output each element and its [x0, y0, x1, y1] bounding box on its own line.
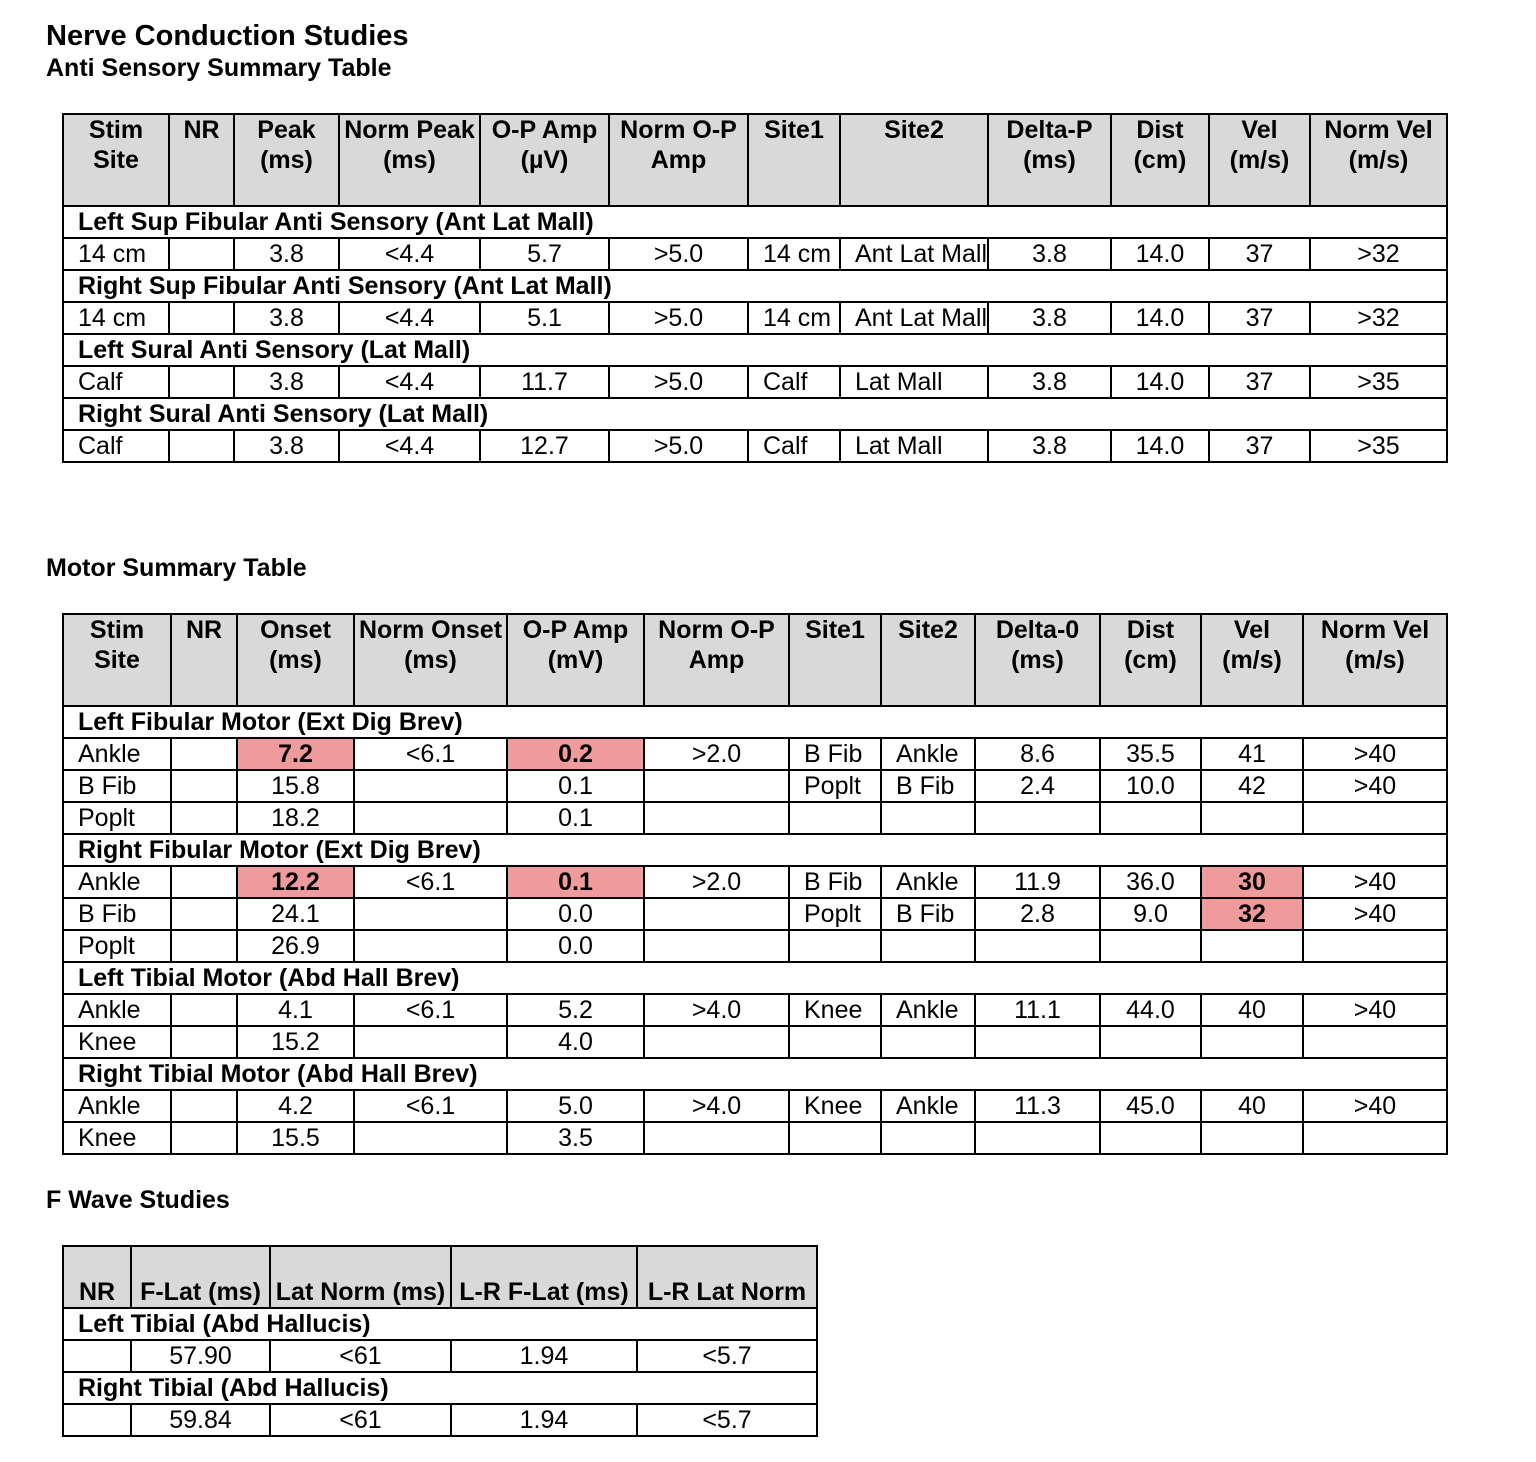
table-cell	[169, 430, 234, 462]
table-cell: 4.0	[507, 1026, 644, 1058]
table-cell: Ant Lat Mall	[840, 302, 988, 334]
table-cell: 4.2	[237, 1090, 354, 1122]
table-cell: >35	[1310, 366, 1447, 398]
table-cell: Knee	[63, 1026, 171, 1058]
table-cell: 3.8	[988, 302, 1111, 334]
table-cell	[171, 1090, 237, 1122]
table-cell: <6.1	[354, 1090, 507, 1122]
table-cell: >2.0	[644, 866, 789, 898]
table-cell: Poplt	[63, 802, 171, 834]
table-cell	[1201, 1026, 1303, 1058]
table-cell: 30	[1201, 866, 1303, 898]
sensory-header-cell: Norm Peak (ms)	[339, 114, 480, 206]
table-cell: 3.8	[988, 430, 1111, 462]
table-cell	[171, 738, 237, 770]
table-cell	[171, 866, 237, 898]
table-cell	[171, 994, 237, 1026]
fwave-studies-table	[62, 1245, 818, 1437]
table-cell: <61	[270, 1404, 451, 1436]
sensory-table-title: Anti Sensory Summary Table	[46, 54, 392, 82]
table-cell: 9.0	[1100, 898, 1201, 930]
table-cell: 32	[1201, 898, 1303, 930]
table-cell: 10.0	[1100, 770, 1201, 802]
table-cell: Knee	[789, 1090, 881, 1122]
table-cell: >5.0	[609, 366, 748, 398]
table-cell: Ant Lat Mall	[840, 238, 988, 270]
table-cell	[789, 802, 881, 834]
table-cell: 37	[1209, 302, 1310, 334]
table-row	[63, 930, 1447, 962]
table-cell: B Fib	[881, 898, 975, 930]
table-cell	[1100, 802, 1201, 834]
table-cell: 5.1	[480, 302, 609, 334]
group-heading: Left Sural Anti Sensory (Lat Mall)	[63, 334, 1447, 366]
sensory-header-cell: Site1	[748, 114, 840, 206]
fwave-header-row	[63, 1246, 817, 1308]
motor-header-cell: Dist (cm)	[1100, 614, 1201, 706]
table-cell: <6.1	[354, 994, 507, 1026]
table-cell: 0.0	[507, 930, 644, 962]
table-cell	[881, 802, 975, 834]
table-cell: 57.90	[131, 1340, 270, 1372]
table-cell	[975, 930, 1100, 962]
motor-header-row	[63, 614, 1447, 706]
motor-header-cell: Delta-0 (ms)	[975, 614, 1100, 706]
table-cell: 12.2	[237, 866, 354, 898]
motor-header-cell: Norm Onset (ms)	[354, 614, 507, 706]
fwave-header-cell: NR	[63, 1246, 131, 1308]
table-cell: >40	[1303, 866, 1447, 898]
table-cell	[644, 930, 789, 962]
fwave-header-cell: F-Lat (ms)	[131, 1246, 270, 1308]
table-cell: 14.0	[1111, 302, 1209, 334]
table-cell: >40	[1303, 770, 1447, 802]
table-row	[63, 366, 1447, 398]
group-heading: Left Fibular Motor (Ext Dig Brev)	[63, 706, 1447, 738]
table-cell: 3.5	[507, 1122, 644, 1154]
table-cell	[1100, 1122, 1201, 1154]
table-cell: 15.2	[237, 1026, 354, 1058]
motor-header-cell: Norm O-P Amp	[644, 614, 789, 706]
table-cell	[881, 930, 975, 962]
table-cell: 0.1	[507, 770, 644, 802]
table-row	[63, 738, 1447, 770]
table-cell: 1.94	[451, 1340, 637, 1372]
table-cell: 14.0	[1111, 238, 1209, 270]
table-cell: >40	[1303, 994, 1447, 1026]
table-cell: Calf	[748, 430, 840, 462]
table-cell: Knee	[789, 994, 881, 1026]
table-cell: B Fib	[789, 866, 881, 898]
table-cell: <5.7	[637, 1340, 817, 1372]
motor-table-title: Motor Summary Table	[46, 554, 307, 582]
fwave-header-cell: L-R F-Lat (ms)	[451, 1246, 637, 1308]
motor-header-cell: Site2	[881, 614, 975, 706]
table-cell: >5.0	[609, 302, 748, 334]
table-cell	[171, 802, 237, 834]
table-cell	[644, 770, 789, 802]
table-row	[63, 994, 1447, 1026]
table-cell: <61	[270, 1340, 451, 1372]
table-cell: B Fib	[789, 738, 881, 770]
table-cell	[354, 1122, 507, 1154]
table-cell	[1100, 1026, 1201, 1058]
table-row	[63, 1340, 817, 1372]
sensory-header-cell: Vel (m/s)	[1209, 114, 1310, 206]
table-row	[63, 430, 1447, 462]
table-cell	[171, 1122, 237, 1154]
table-cell: 14.0	[1111, 430, 1209, 462]
table-cell: 59.84	[131, 1404, 270, 1436]
table-cell: 0.0	[507, 898, 644, 930]
sensory-group-row	[63, 206, 1447, 238]
table-cell: >32	[1310, 238, 1447, 270]
table-cell: B Fib	[881, 770, 975, 802]
table-row	[63, 802, 1447, 834]
fwave-header-cell: Lat Norm (ms)	[270, 1246, 451, 1308]
table-cell	[63, 1340, 131, 1372]
table-cell: >35	[1310, 430, 1447, 462]
table-cell: Calf	[63, 366, 169, 398]
table-cell	[171, 1026, 237, 1058]
group-heading: Left Sup Fibular Anti Sensory (Ant Lat Mall)	[63, 206, 1447, 238]
table-cell	[789, 1122, 881, 1154]
sensory-header-cell: Site2	[840, 114, 988, 206]
table-cell: <5.7	[637, 1404, 817, 1436]
table-cell	[1303, 930, 1447, 962]
table-cell: 15.8	[237, 770, 354, 802]
table-cell	[1201, 1122, 1303, 1154]
sensory-header-cell: NR	[169, 114, 234, 206]
table-cell: 5.7	[480, 238, 609, 270]
table-cell	[169, 302, 234, 334]
table-cell: <4.4	[339, 366, 480, 398]
sensory-header-cell: Norm O-P Amp	[609, 114, 748, 206]
table-cell: 3.8	[234, 238, 339, 270]
table-cell: <4.4	[339, 430, 480, 462]
table-cell: 45.0	[1100, 1090, 1201, 1122]
table-cell: Knee	[63, 1122, 171, 1154]
table-cell: 11.3	[975, 1090, 1100, 1122]
table-cell: 11.9	[975, 866, 1100, 898]
table-cell	[789, 1026, 881, 1058]
table-cell: >40	[1303, 738, 1447, 770]
table-cell: 14 cm	[748, 238, 840, 270]
sensory-header-cell: Peak (ms)	[234, 114, 339, 206]
table-cell: 3.8	[988, 366, 1111, 398]
table-cell	[354, 1026, 507, 1058]
table-cell: Ankle	[881, 738, 975, 770]
table-cell: 5.0	[507, 1090, 644, 1122]
motor-header-cell: Norm Vel (m/s)	[1303, 614, 1447, 706]
table-cell	[789, 930, 881, 962]
table-cell: 37	[1209, 430, 1310, 462]
table-cell: 40	[1201, 1090, 1303, 1122]
table-cell: >5.0	[609, 238, 748, 270]
sensory-header-cell: Norm Vel (m/s)	[1310, 114, 1447, 206]
table-cell: >4.0	[644, 1090, 789, 1122]
table-cell	[975, 1122, 1100, 1154]
motor-header-cell: Site1	[789, 614, 881, 706]
table-cell: 12.7	[480, 430, 609, 462]
table-cell	[354, 802, 507, 834]
table-cell	[169, 366, 234, 398]
table-cell: Ankle	[881, 866, 975, 898]
table-cell: 11.1	[975, 994, 1100, 1026]
table-row	[63, 1122, 1447, 1154]
table-cell	[1100, 930, 1201, 962]
motor-group-row	[63, 1058, 1447, 1090]
table-cell	[975, 1026, 1100, 1058]
group-heading: Right Sup Fibular Anti Sensory (Ant Lat Mall)	[63, 270, 1447, 302]
fwave-header-cell: L-R Lat Norm	[637, 1246, 817, 1308]
table-cell: 3.8	[234, 302, 339, 334]
table-cell	[1303, 802, 1447, 834]
table-cell: Ankle	[63, 1090, 171, 1122]
table-cell: 36.0	[1100, 866, 1201, 898]
table-cell	[881, 1122, 975, 1154]
table-cell: 1.94	[451, 1404, 637, 1436]
group-heading: Left Tibial (Abd Hallucis)	[63, 1308, 817, 1340]
table-cell: Poplt	[63, 930, 171, 962]
table-row	[63, 302, 1447, 334]
table-row	[63, 1026, 1447, 1058]
motor-body	[63, 706, 1447, 1154]
fwave-body	[63, 1308, 817, 1436]
table-cell	[171, 770, 237, 802]
sensory-group-row	[63, 398, 1447, 430]
table-row	[63, 866, 1447, 898]
fwave-group-row	[63, 1372, 817, 1404]
table-cell: 42	[1201, 770, 1303, 802]
table-cell: 40	[1201, 994, 1303, 1026]
group-heading: Right Tibial (Abd Hallucis)	[63, 1372, 817, 1404]
table-cell: 0.1	[507, 866, 644, 898]
table-row	[63, 1090, 1447, 1122]
table-cell: Lat Mall	[840, 430, 988, 462]
table-cell	[354, 898, 507, 930]
table-cell: <4.4	[339, 238, 480, 270]
motor-group-row	[63, 706, 1447, 738]
motor-header-cell: Stim Site	[63, 614, 171, 706]
table-row	[63, 898, 1447, 930]
motor-header-cell: O-P Amp (mV)	[507, 614, 644, 706]
table-cell: Poplt	[789, 770, 881, 802]
table-cell: 4.1	[237, 994, 354, 1026]
table-cell: 24.1	[237, 898, 354, 930]
sensory-header-row	[63, 114, 1447, 206]
table-cell: >32	[1310, 302, 1447, 334]
table-cell: 11.7	[480, 366, 609, 398]
table-cell: >40	[1303, 898, 1447, 930]
fwave-table-title: F Wave Studies	[46, 1186, 230, 1214]
sensory-summary-table	[62, 113, 1448, 463]
sensory-body	[63, 206, 1447, 462]
table-cell	[171, 898, 237, 930]
table-cell: 8.6	[975, 738, 1100, 770]
table-cell	[171, 930, 237, 962]
table-cell: Ankle	[63, 994, 171, 1026]
table-cell: <4.4	[339, 302, 480, 334]
table-cell: 41	[1201, 738, 1303, 770]
table-cell: 7.2	[237, 738, 354, 770]
group-heading: Right Sural Anti Sensory (Lat Mall)	[63, 398, 1447, 430]
sensory-header-cell: Dist (cm)	[1111, 114, 1209, 206]
table-cell: B Fib	[63, 770, 171, 802]
table-cell: 2.8	[975, 898, 1100, 930]
table-row	[63, 770, 1447, 802]
table-cell: 26.9	[237, 930, 354, 962]
sensory-group-row	[63, 334, 1447, 366]
fwave-group-row	[63, 1308, 817, 1340]
table-cell: Lat Mall	[840, 366, 988, 398]
table-cell: 0.2	[507, 738, 644, 770]
table-cell: >40	[1303, 1090, 1447, 1122]
table-row	[63, 238, 1447, 270]
group-heading: Right Fibular Motor (Ext Dig Brev)	[63, 834, 1447, 866]
table-cell: 37	[1209, 366, 1310, 398]
table-cell: 14 cm	[63, 238, 169, 270]
table-cell: 2.4	[975, 770, 1100, 802]
table-cell	[644, 1122, 789, 1154]
document-title: Nerve Conduction Studies	[46, 20, 409, 52]
table-row	[63, 1404, 817, 1436]
table-cell	[975, 802, 1100, 834]
motor-header-cell: Onset (ms)	[237, 614, 354, 706]
table-cell: Ankle	[881, 994, 975, 1026]
table-cell	[169, 238, 234, 270]
table-cell: 5.2	[507, 994, 644, 1026]
table-cell	[1201, 930, 1303, 962]
motor-group-row	[63, 962, 1447, 994]
motor-summary-table	[62, 613, 1448, 1155]
table-cell: B Fib	[63, 898, 171, 930]
table-cell	[1303, 1122, 1447, 1154]
motor-header-cell: NR	[171, 614, 237, 706]
table-cell: 14 cm	[63, 302, 169, 334]
table-cell	[644, 802, 789, 834]
table-cell: >5.0	[609, 430, 748, 462]
table-cell	[644, 898, 789, 930]
table-cell: Calf	[63, 430, 169, 462]
table-cell: 3.8	[234, 430, 339, 462]
motor-header-cell: Vel (m/s)	[1201, 614, 1303, 706]
table-cell: 15.5	[237, 1122, 354, 1154]
table-cell: 3.8	[234, 366, 339, 398]
table-cell: Poplt	[789, 898, 881, 930]
table-cell: 3.8	[988, 238, 1111, 270]
table-cell: >4.0	[644, 994, 789, 1026]
table-cell	[63, 1404, 131, 1436]
table-cell: 18.2	[237, 802, 354, 834]
table-cell	[1201, 802, 1303, 834]
table-cell	[354, 770, 507, 802]
table-cell: Calf	[748, 366, 840, 398]
group-heading: Left Tibial Motor (Abd Hall Brev)	[63, 962, 1447, 994]
sensory-header-cell: O-P Amp (µV)	[480, 114, 609, 206]
table-cell: 0.1	[507, 802, 644, 834]
table-cell: Ankle	[63, 738, 171, 770]
table-cell	[354, 930, 507, 962]
table-cell: <6.1	[354, 738, 507, 770]
sensory-header-cell: Delta-P (ms)	[988, 114, 1111, 206]
table-cell	[881, 1026, 975, 1058]
table-cell	[1303, 1026, 1447, 1058]
table-cell: Ankle	[881, 1090, 975, 1122]
group-heading: Right Tibial Motor (Abd Hall Brev)	[63, 1058, 1447, 1090]
table-cell: <6.1	[354, 866, 507, 898]
sensory-header-cell: Stim Site	[63, 114, 169, 206]
motor-group-row	[63, 834, 1447, 866]
table-cell: 37	[1209, 238, 1310, 270]
table-cell: 14.0	[1111, 366, 1209, 398]
table-cell	[644, 1026, 789, 1058]
table-cell: 44.0	[1100, 994, 1201, 1026]
table-cell: Ankle	[63, 866, 171, 898]
sensory-group-row	[63, 270, 1447, 302]
table-cell: >2.0	[644, 738, 789, 770]
table-cell: 35.5	[1100, 738, 1201, 770]
table-cell: 14 cm	[748, 302, 840, 334]
